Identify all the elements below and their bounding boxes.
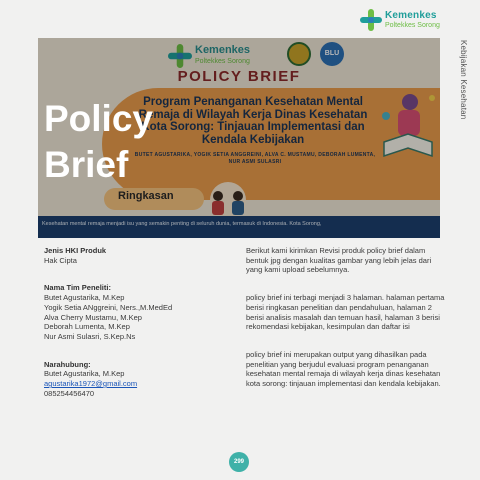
cover-policy-brief-heading: POLICY BRIEF <box>177 68 301 85</box>
product-type-value: Hak Cipta <box>44 255 77 265</box>
description-column <box>246 246 446 389</box>
product-details-column <box>44 246 234 408</box>
kemenkes-logo-icon <box>360 9 382 31</box>
kemenkes-logo <box>360 8 470 34</box>
summary-text: Kesehatan mental remaja menjadi isu yang semakin penting di seluruh dunia, termasuk di Indonesia. Kota Sorong, <box>42 221 322 227</box>
document-authors: BUTET AGUSTARIKA, YOGIK SETIA ANGGREINI, ALVA C. MUSTAMU, DEBORAH LUMENTA, NUR ASMI SULASRI <box>134 152 376 165</box>
logo-name: Kemenkes <box>385 10 437 21</box>
team-member: Nur Asmi Sulasri, S.Kep.Ns <box>44 331 136 341</box>
cover-logo-subtitle: Poltekkes Sorong <box>195 58 250 65</box>
logo-subtitle: Poltekkes Sorong <box>385 22 440 29</box>
research-team-label: Nama Tim Peneliti: <box>44 283 111 293</box>
overlay-title-line-2: Brief <box>44 144 129 185</box>
document-title: Program Penanganan Kesehatan Mental Remaja di Wilayah Kerja Dinas Kesehatan Kota Sorong: Tinjauan Implementasi dan Kendala Kebijakan <box>138 96 368 146</box>
blu-logo: BLU <box>320 42 344 66</box>
team-member: Deborah Lumenta, M.Kep <box>44 322 130 332</box>
team-member: Alva Cherry Mustamu, M.Kep <box>44 312 142 322</box>
team-member: Butet Agustarika, M.Kep <box>44 293 125 303</box>
description-paragraph: policy brief ini terbagi menjadi 3 halaman. halaman pertama berisi ringkasan penelitian dan pendahuluan, halaman 2 berisi analisis masalah dan temuan hasil, halaman 3 berisi rekomendasi kebijakan, kesimpulan dan daftar isi <box>246 293 445 332</box>
side-section-label: Kebijakan Kesehatan <box>459 40 468 120</box>
team-member: Yogik Setia ANggreini, Ners.,M.MedEd <box>44 302 173 312</box>
overlay-title-line-1: Policy <box>44 98 153 139</box>
overlay-title <box>44 96 153 188</box>
page-number-badge: 299 <box>229 452 249 472</box>
contact-email-link[interactable]: agustarika1972@gmail.com <box>44 379 138 389</box>
contact-name: Butet Agustarika, M.Kep <box>44 369 125 379</box>
contact-label: Narahubung: <box>44 359 91 369</box>
product-type-label: Jenis HKI Produk <box>44 246 107 255</box>
policy-brief-cover-image <box>38 38 440 238</box>
contact-phone: 085254456470 <box>44 388 95 398</box>
summary-heading: Ringkasan <box>118 190 174 202</box>
description-paragraph: Berikut kami kirimkan Revisi produk policy brief dalam bentuk jpg dengan kualitas gambar yang lebih jelas dari yang kami upload sebelumnya. <box>246 246 432 275</box>
cover-logo-name: Kemenkes <box>195 44 251 56</box>
description-paragraph: policy brief ini merupakan output yang dihasilkan pada penelitian yang berjudul evaluasi program penanganan kesehatan mental remaja di wilayah kerja dinas kesehatan kota sorong: tinjauan implementasi dan kendala kebijakan. <box>246 349 441 389</box>
